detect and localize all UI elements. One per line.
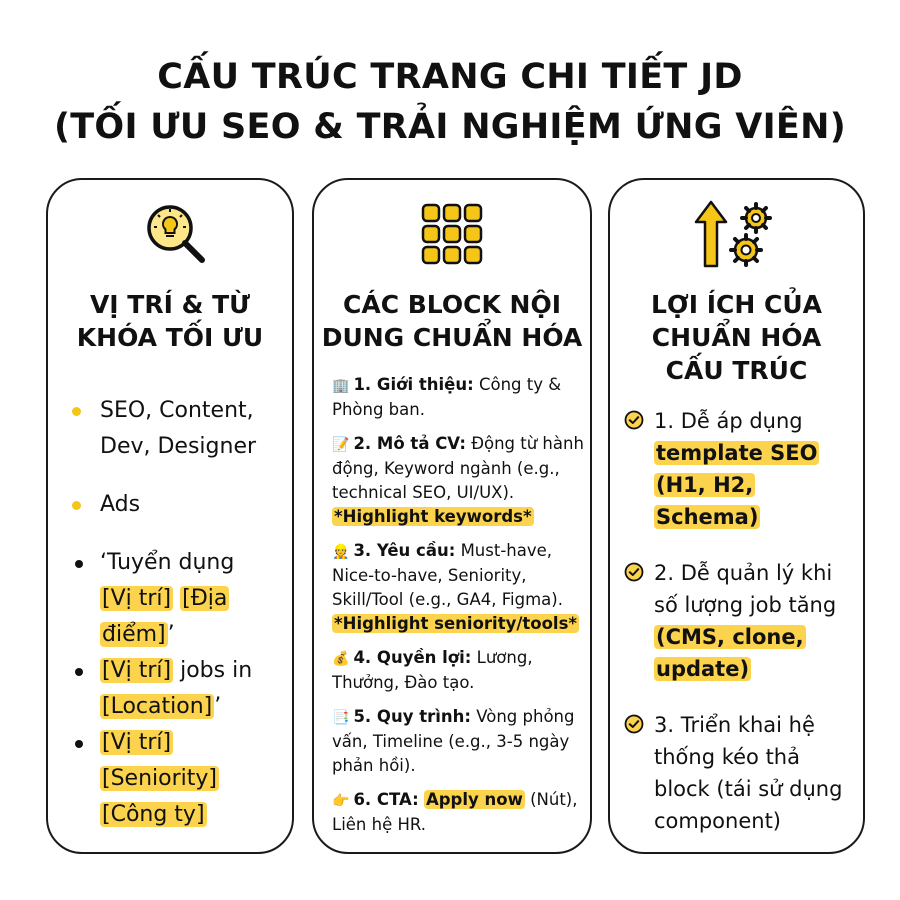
card-title-line: LỢI ÍCH CỦA [650,290,823,319]
block-label: 5. Quy trình: [353,707,471,726]
block-benefits [332,646,587,695]
apply-now-highlight: Apply now [425,790,523,809]
benefit-highlight: (CMS, clone, update) [656,625,804,681]
card-keywords [46,178,294,854]
block-text: Vòng phỏng vấn, Timeline (e.g., 3-5 ngày phản hồi). [332,707,575,775]
content-block-list [332,373,587,847]
title-line-2: (TỐI ƯU SEO & TRẢI NGHIỆM ỨNG VIÊN) [53,107,847,147]
arrow-up-gears-icon [694,200,778,270]
card-benefits [608,178,865,854]
bullet-icon [75,740,83,748]
block-highlight: *Highlight keywords* [334,507,532,526]
keyword-list [70,393,290,833]
list-item [70,487,290,523]
card-title-line: CÁC BLOCK NỘI [343,290,561,319]
check-circle-icon [624,562,644,582]
block-highlight: *Highlight seniority/tools* [334,614,578,633]
keyword-group: Ads [100,492,141,517]
list-item [70,725,290,833]
pointing-hand-icon: 👉 [332,793,350,809]
keyword-text: ’ [167,622,175,647]
page-title [0,52,900,152]
keyword-highlight: [Vị trí] [102,586,172,611]
keyword-highlight: [Seniority] [102,766,217,791]
list-item [624,405,859,533]
keyword-text: ’ [214,694,222,719]
keyword-highlight: [Location] [102,694,213,719]
block-requirements [332,539,587,636]
block-job-description [332,432,587,529]
benefit-text: 3. Triển khai hệ thống kéo thả block (tái sử dụng component) [654,713,843,833]
keyword-text: ‘Tuyển dụng [100,550,235,575]
card-title-line: VỊ TRÍ & TỪ [89,290,251,319]
list-item [70,545,290,653]
money-bag-icon: 💰 [332,651,350,667]
block-text: Động từ hành động, Keyword ngành (e.g., technical SEO, UI/UX). [332,434,584,502]
keyword-highlight: [Vị trí] [102,658,172,683]
worker-icon: 👷 [332,544,350,560]
building-icon: 🏢 [332,378,350,394]
block-intro [332,373,587,422]
grid-blocks-icon [420,202,484,266]
benefit-text: 2. Dễ quản lý khi số lượng job tăng [654,561,837,617]
bullet-icon [75,668,83,676]
bullet-icon [75,560,83,568]
block-label: 3. Yêu cầu: [353,541,456,560]
block-label: 1. Giới thiệu: [353,375,474,394]
list-item [70,393,290,465]
card-content-blocks-title [314,288,590,354]
document-icon: 📑 [332,710,350,726]
card-title-line: CHUẨN HÓA [651,323,822,352]
list-item [70,653,290,725]
card-title-line: CẤU TRÚC [665,356,808,385]
keyword-group: SEO, Content, Dev, Designer [100,398,257,459]
block-text: Lương, Thưởng, Đào tạo. [332,648,533,692]
lightbulb-magnifier-icon [144,202,208,266]
card-title-line: KHÓA TỐI ƯU [76,323,264,352]
card-keywords-title [48,288,292,354]
block-process [332,705,587,778]
title-line-1: CẤU TRÚC TRANG CHI TIẾT JD [157,57,743,97]
block-text: Must-have, Nice-to-have, Seniority, Skill/Tool (e.g., GA4, Figma). [332,541,563,609]
benefit-highlight: template SEO (H1, H2, Schema) [656,441,818,529]
block-label: 4. Quyền lợi: [353,648,472,667]
memo-icon: 📝 [332,437,350,453]
block-cta [332,788,587,837]
card-benefits-title [610,288,863,387]
block-text: Công ty & Phòng ban. [332,375,562,419]
block-text: (Nút), Liên hệ HR. [332,790,578,834]
bullet-icon [72,501,81,510]
keyword-highlight: [Vị trí] [102,730,172,755]
block-label: 6. CTA: [353,790,419,809]
card-title-line: DUNG CHUẨN HÓA [321,323,583,352]
list-item [624,557,859,685]
list-item [624,709,859,837]
block-label: 2. Mô tả CV: [353,434,466,453]
keyword-highlight: [Công ty] [102,802,205,827]
keyword-highlight: [Địa điểm] [102,586,228,647]
bullet-icon [72,407,81,416]
check-circle-icon [624,714,644,734]
keyword-text: jobs in [180,658,253,683]
card-content-blocks [312,178,592,854]
benefit-list [624,405,859,861]
benefit-text: 1. Dễ áp dụng [654,409,803,433]
check-circle-icon [624,410,644,430]
